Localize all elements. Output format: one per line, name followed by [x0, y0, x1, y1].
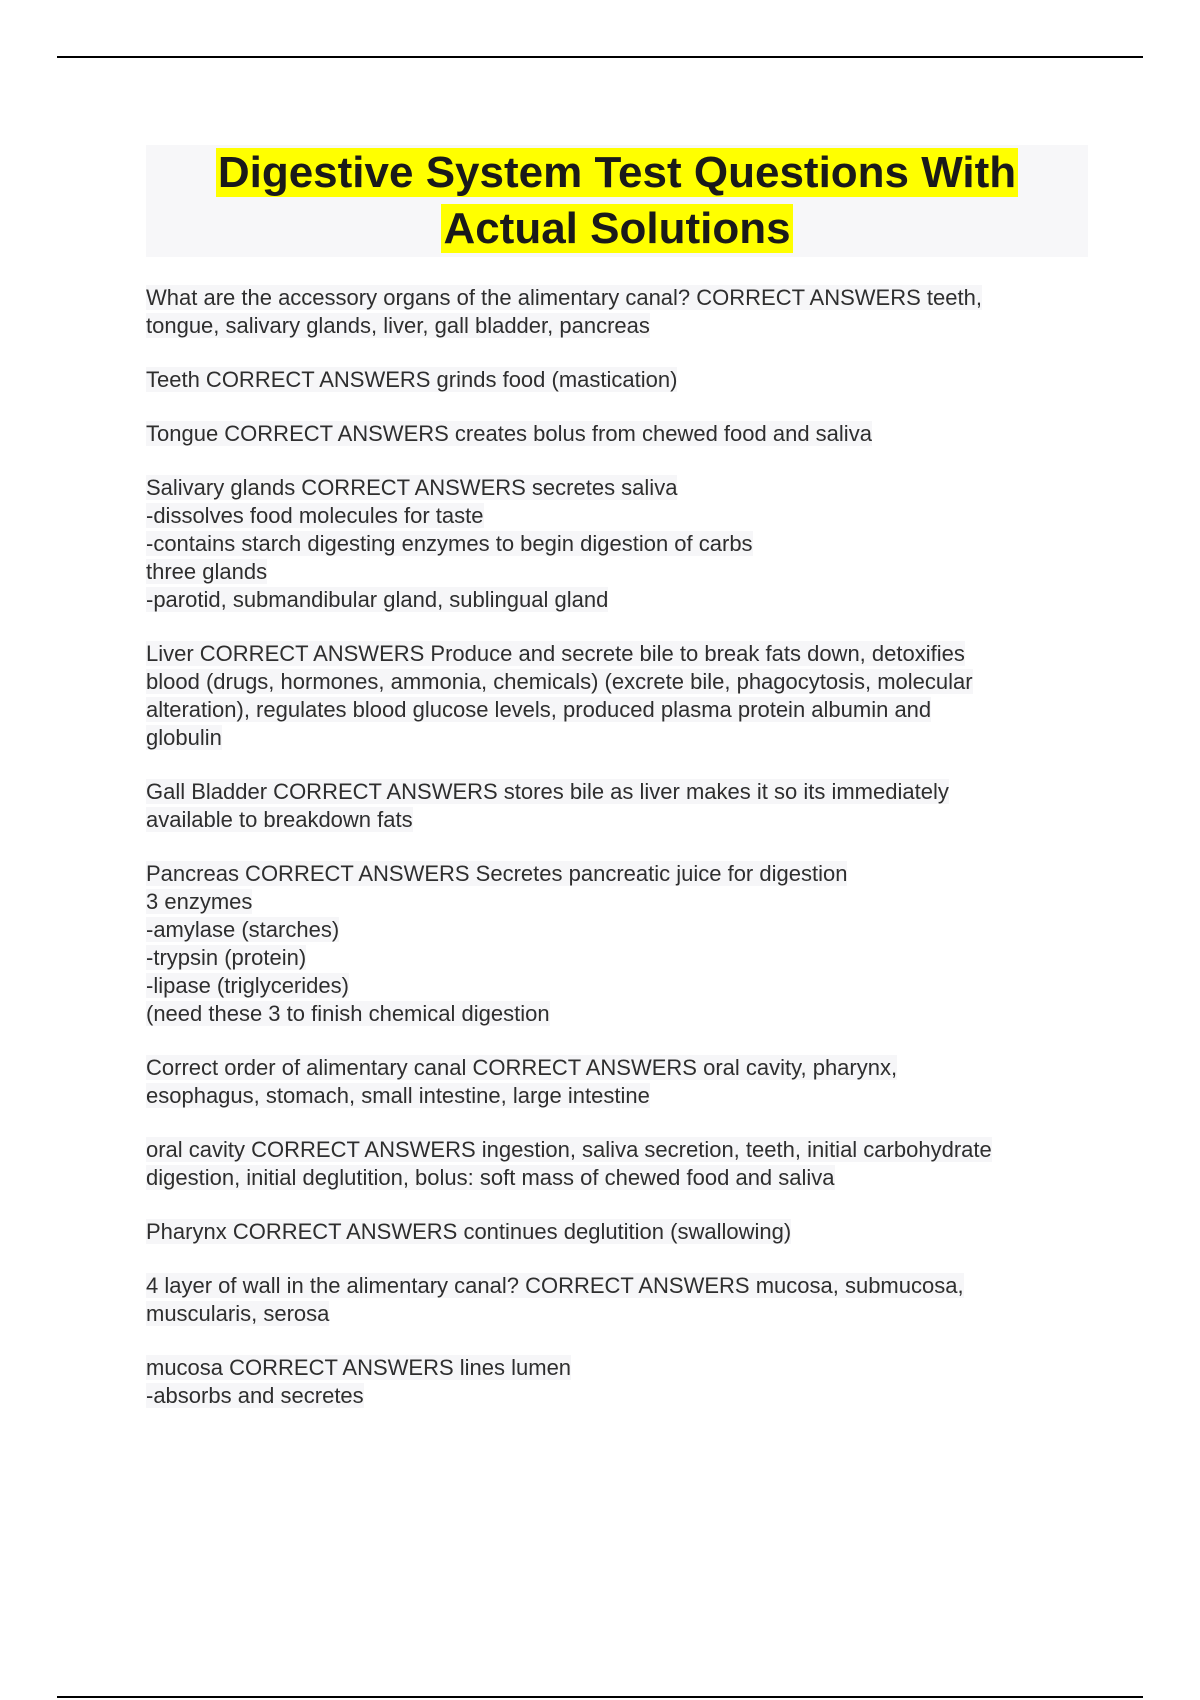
- qa-item: [146, 420, 1096, 448]
- qa-line-text: -lipase (triglycerides): [146, 973, 349, 998]
- top-rule: [57, 56, 1143, 58]
- qa-line: [146, 420, 1096, 448]
- qa-line: [146, 778, 1096, 806]
- qa-line: [146, 916, 1096, 944]
- qa-line: [146, 530, 1096, 558]
- qa-line-text: Pharynx CORRECT ANSWERS continues deglutition (swallowing): [146, 1219, 792, 1244]
- qa-line-text: alteration), regulates blood glucose levels, produced plasma protein albumin and: [146, 697, 932, 722]
- qa-item: [146, 366, 1096, 394]
- qa-line: [146, 1136, 1096, 1164]
- qa-line: [146, 972, 1096, 1000]
- qa-line: [146, 696, 1096, 724]
- qa-item: [146, 778, 1096, 834]
- qa-line: [146, 888, 1096, 916]
- qa-line: [146, 284, 1096, 312]
- qa-item: [146, 284, 1096, 340]
- qa-line-text: Teeth CORRECT ANSWERS grinds food (mastication): [146, 367, 678, 392]
- qa-list: [146, 284, 1096, 1436]
- qa-line-text: -contains starch digesting enzymes to begin digestion of carbs: [146, 531, 753, 556]
- qa-line-text: -absorbs and secretes: [146, 1383, 364, 1408]
- qa-line: [146, 1000, 1096, 1028]
- qa-item: [146, 640, 1096, 752]
- qa-line-text: esophagus, stomach, small intestine, large intestine: [146, 1083, 650, 1108]
- qa-line-text: -trypsin (protein): [146, 945, 307, 970]
- qa-line-text: globulin: [146, 725, 222, 750]
- qa-line: [146, 1354, 1096, 1382]
- qa-line-text: Correct order of alimentary canal CORRECT ANSWERS oral cavity, pharynx,: [146, 1055, 898, 1080]
- qa-item: [146, 1272, 1096, 1328]
- qa-line-text: Pancreas CORRECT ANSWERS Secretes pancreatic juice for digestion: [146, 861, 848, 886]
- qa-line-text: Gall Bladder CORRECT ANSWERS stores bile as liver makes it so its immediately: [146, 779, 949, 804]
- qa-line: [146, 1082, 1096, 1110]
- qa-line-text: -dissolves food molecules for taste: [146, 503, 484, 528]
- qa-line: [146, 474, 1096, 502]
- qa-line-text: blood (drugs, hormones, ammonia, chemicals) (excrete bile, phagocytosis, molecular: [146, 669, 973, 694]
- qa-line: [146, 1382, 1096, 1410]
- qa-line: [146, 724, 1096, 752]
- qa-line: [146, 502, 1096, 530]
- document-title: [146, 145, 1088, 257]
- qa-item: [146, 1136, 1096, 1192]
- qa-line-text: (need these 3 to finish chemical digestion: [146, 1001, 550, 1026]
- qa-line-text: What are the accessory organs of the alimentary canal? CORRECT ANSWERS teeth,: [146, 285, 982, 310]
- qa-line-text: three glands: [146, 559, 268, 584]
- qa-line-text: -parotid, submandibular gland, sublingual gland: [146, 587, 609, 612]
- qa-line: [146, 944, 1096, 972]
- qa-line-text: oral cavity CORRECT ANSWERS ingestion, saliva secretion, teeth, initial carbohydrate: [146, 1137, 992, 1162]
- qa-item: [146, 1218, 1096, 1246]
- qa-item: [146, 474, 1096, 614]
- qa-line-text: Liver CORRECT ANSWERS Produce and secrete bile to break fats down, detoxifies: [146, 641, 965, 666]
- qa-line: [146, 366, 1096, 394]
- title-line-text: Actual Solutions: [443, 204, 791, 253]
- qa-line: [146, 1272, 1096, 1300]
- qa-line-text: available to breakdown fats: [146, 807, 413, 832]
- qa-line: [146, 558, 1096, 586]
- qa-line: [146, 860, 1096, 888]
- qa-item: [146, 1354, 1096, 1410]
- bottom-rule: [57, 1696, 1143, 1698]
- qa-line: [146, 1300, 1096, 1328]
- qa-line-text: tongue, salivary glands, liver, gall bladder, pancreas: [146, 313, 650, 338]
- title-line: [146, 145, 1088, 201]
- title-line-text: Digestive System Test Questions With: [217, 148, 1017, 197]
- qa-line: [146, 312, 1096, 340]
- qa-line-text: mucosa CORRECT ANSWERS lines lumen: [146, 1355, 572, 1380]
- qa-line-text: muscularis, serosa: [146, 1301, 330, 1326]
- qa-line: [146, 586, 1096, 614]
- qa-line-text: 4 layer of wall in the alimentary canal? CORRECT ANSWERS mucosa, submucosa,: [146, 1273, 964, 1298]
- qa-line-text: -amylase (starches): [146, 917, 340, 942]
- qa-item: [146, 860, 1096, 1028]
- qa-line: [146, 1218, 1096, 1246]
- qa-line: [146, 806, 1096, 834]
- qa-line: [146, 1164, 1096, 1192]
- qa-line: [146, 1054, 1096, 1082]
- title-line: [146, 201, 1088, 257]
- qa-line-text: 3 enzymes: [146, 889, 253, 914]
- qa-line: [146, 668, 1096, 696]
- qa-line-text: Tongue CORRECT ANSWERS creates bolus from chewed food and saliva: [146, 421, 872, 446]
- qa-line-text: Salivary glands CORRECT ANSWERS secretes saliva: [146, 475, 678, 500]
- qa-line: [146, 640, 1096, 668]
- qa-line-text: digestion, initial deglutition, bolus: soft mass of chewed food and saliva: [146, 1165, 835, 1190]
- qa-item: [146, 1054, 1096, 1110]
